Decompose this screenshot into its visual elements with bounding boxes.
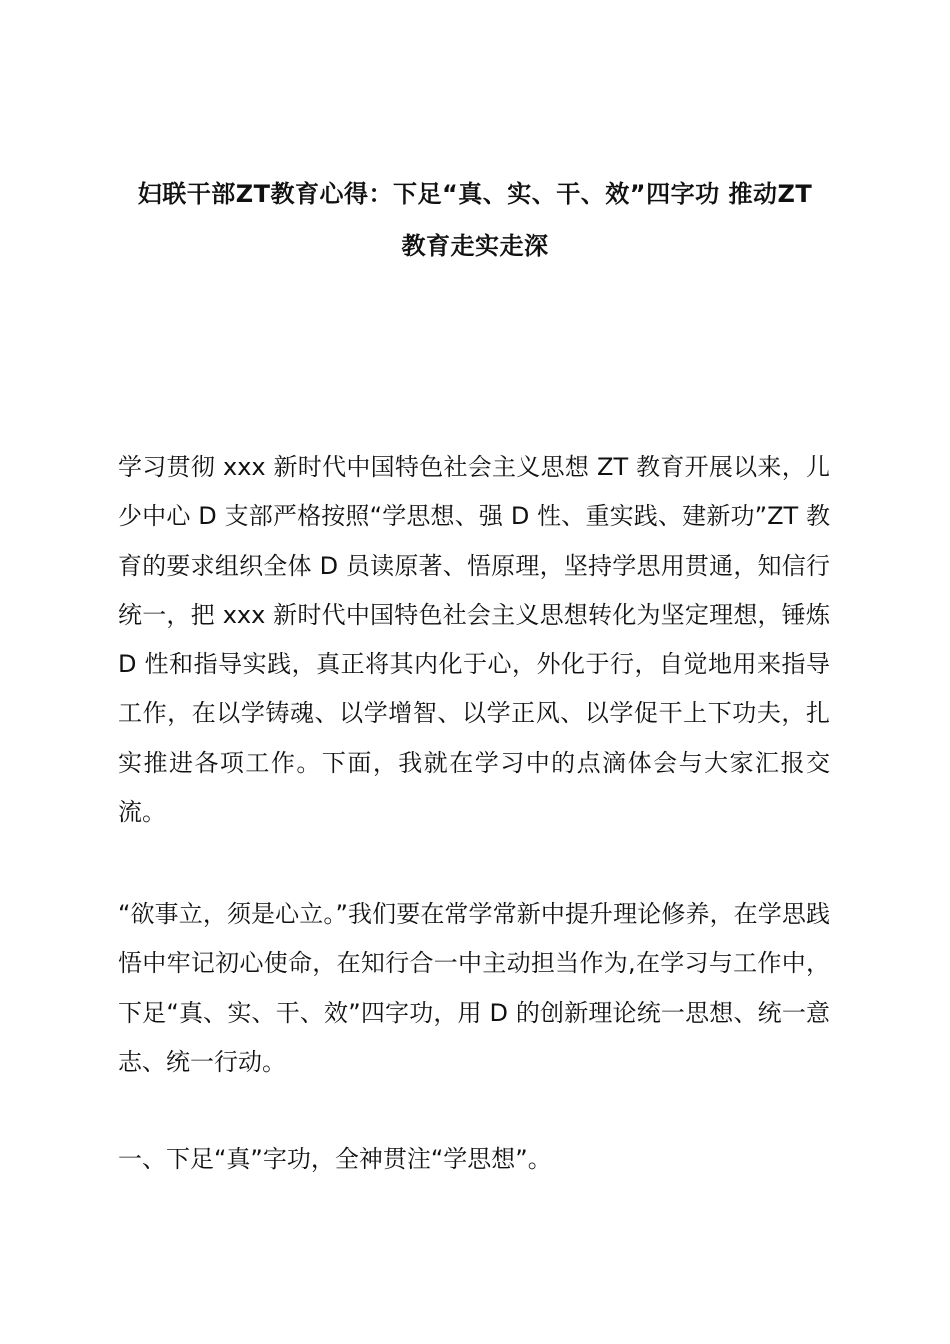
section-heading-1: 一、下足“真”字功，全神贯注“学思想”。 <box>118 1145 552 1173</box>
title-line-2: 教育走实走深 <box>401 232 549 260</box>
body-paragraph-quote: “欲事立，须是心立。”我们要在常学常新中提升理论修养，在学思践悟中牢记初心使命，在知行合一中主动担当作为,在学习与工作中，下足“真、实、干、效”四字功，用 D 的创新理论统一思想、统一意志、统一行动。 <box>118 900 830 1076</box>
document-title <box>110 168 840 272</box>
body-paragraph-intro: 学习贯彻 xxx 新时代中国特色社会主义思想 ZT 教育开展以来，儿少中心 D 支部严格按照“学思想、强 D 性、重实践、建新功”ZT 教育的要求组织全体 D 员读原著、悟原理，坚持学思用贯通，知信行统一，把 xxx 新时代中国特色社会主义思想转化为坚定理想，锤炼 D 性和指导实践，真正将其内化于心，外化于行，自觉地用来指导工作，在以学铸魂、以学增智、以学正风、以学促干上下功夫，扎实推进各项工作。下面，我就在学习中的点滴体会与大家汇报交流。 <box>118 453 830 827</box>
title-line-1: 妇联干部ZT教育心得：下足“真、实、干、效”四字功 推动ZT <box>137 180 813 208</box>
